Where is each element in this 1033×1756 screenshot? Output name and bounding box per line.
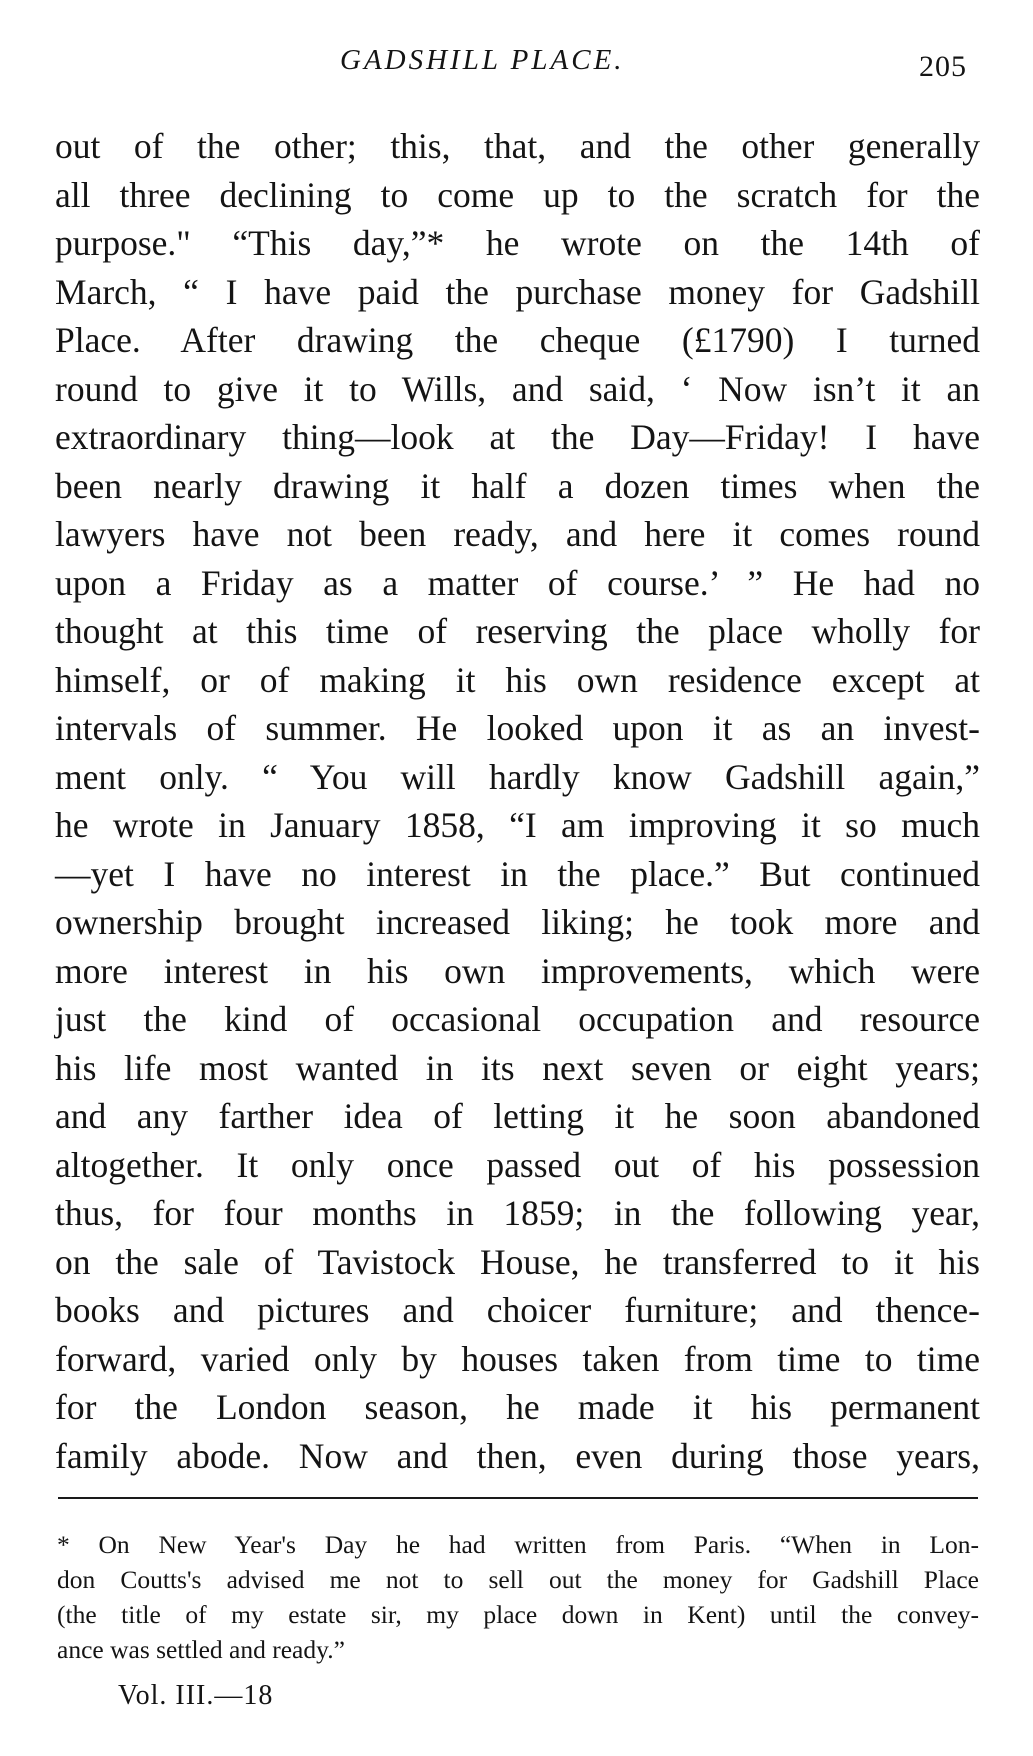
page-number: 205 [919, 50, 967, 83]
text-line: extraordinary thing—look at the Day—Friday! I have [55, 417, 980, 457]
volume-signature: Vol. III.—18 [118, 1680, 274, 1711]
footnote-line: ance was settled and ready.” [57, 1635, 345, 1664]
text-line: upon a Friday as a matter of course.’ ” He had no [55, 562, 980, 603]
text-line: purpose." “This day,”* he wrote on the 14th of [55, 223, 980, 263]
footnote-line: (the title of my estate sir, my place down in Kent) until the convey- [57, 1600, 979, 1629]
text-line: just the kind of occasional occupation and resource [55, 999, 980, 1039]
footnote-divider [58, 1497, 978, 1499]
text-line: more interest in his own improvements, which were [55, 950, 980, 991]
text-line: himself, or of making it his own residence except at [55, 659, 980, 700]
text-line: on the sale of Tavistock House, he transferred to it his [55, 1241, 980, 1282]
body-text [55, 122, 980, 1480]
text-line: thus, for four months in 1859; in the following year, [55, 1193, 980, 1233]
text-line: for the London season, he made it his permanent [55, 1387, 980, 1427]
text-line: his life most wanted in its next seven or eight years; [55, 1047, 980, 1088]
footnote-line: don Coutts's advised me not to sell out the money for Gadshill Place [57, 1565, 979, 1594]
text-line: he wrote in January 1858, “I am improving it so much [55, 805, 980, 845]
text-line: Place. After drawing the cheque (£1790) I turned [55, 320, 980, 360]
text-line: family abode. Now and then, even during those years, [55, 1435, 980, 1476]
text-line: ownership brought increased liking; he took more and [55, 902, 980, 942]
text-line: been nearly drawing it half a dozen times when the [55, 465, 980, 506]
text-line: —yet I have no interest in the place.” But continued [55, 853, 980, 894]
text-line: thought at this time of reserving the place wholly for [55, 611, 980, 651]
text-line: all three declining to come up to the scratch for the [55, 174, 980, 215]
text-line: out of the other; this, that, and the other generally [55, 126, 980, 166]
text-line: books and pictures and choicer furniture; and thence- [55, 1290, 980, 1330]
text-line: and any farther idea of letting it he soon abandoned [55, 1096, 980, 1136]
text-line: forward, varied only by houses taken from time to time [55, 1338, 980, 1379]
text-line: round to give it to Wills, and said, ‘ Now isn’t it an [55, 368, 980, 409]
text-line: lawyers have not been ready, and here it comes round [55, 514, 980, 554]
text-line: March, “ I have paid the purchase money for Gadshill [55, 271, 980, 312]
footnote-line: * On New Year's Day he had written from Paris. “When in Lon- [57, 1530, 979, 1559]
footnote [57, 1527, 979, 1667]
text-line: ment only. “ You will hardly know Gadshill again,” [55, 756, 980, 797]
text-line: intervals of summer. He looked upon it as an invest- [55, 708, 980, 748]
text-line: altogether. It only once passed out of his possession [55, 1144, 980, 1185]
running-title: GADSHILL PLACE. [340, 44, 625, 76]
